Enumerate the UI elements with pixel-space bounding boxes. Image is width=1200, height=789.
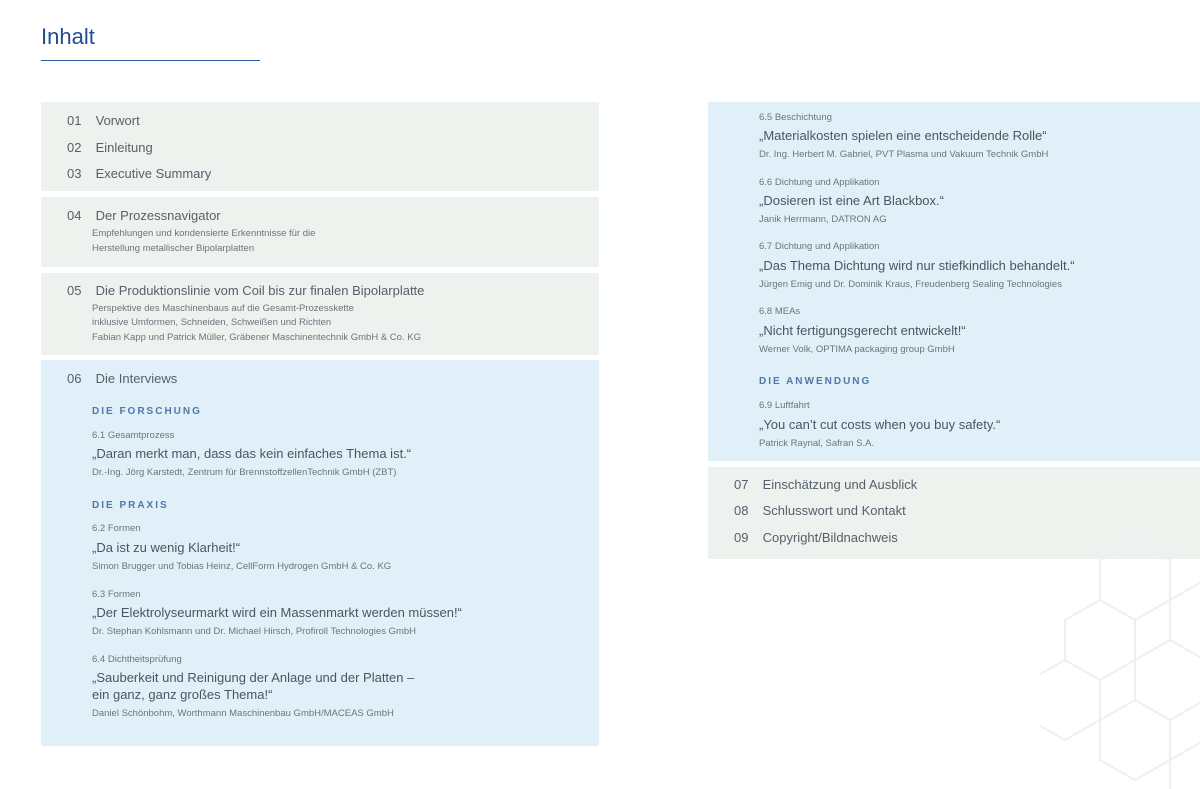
chapter-description: Fabian Kapp und Patrick Müller, Gräbener Maschinentechnik GmbH & Co. KG bbox=[92, 332, 421, 343]
interview-quote[interactable]: „Dosieren ist eine Art Blackbox.“ bbox=[759, 193, 944, 208]
toc-entry-01[interactable] bbox=[67, 113, 140, 128]
chapter-number: 08 bbox=[734, 503, 749, 518]
chapter-number: 07 bbox=[734, 477, 749, 492]
interview-quote[interactable]: „Das Thema Dichtung wird nur stiefkindlich behandelt.“ bbox=[759, 258, 1075, 273]
interview-quote[interactable]: „Daran merkt man, dass das kein einfaches Thema ist.“ bbox=[92, 446, 412, 461]
interview-category: 6.5 Beschichtung bbox=[759, 112, 832, 123]
interview-author: Werner Volk, OPTIMA packaging group GmbH bbox=[759, 344, 955, 355]
chapter-title: Die Produktionslinie vom Coil bis zur finalen Bipolarplatte bbox=[95, 283, 425, 298]
toc-entry-09[interactable] bbox=[734, 530, 898, 545]
toc-entry-05[interactable] bbox=[67, 283, 424, 298]
chapter-number: 03 bbox=[67, 166, 82, 181]
page-title: Inhalt bbox=[41, 24, 95, 49]
chapter-description: inklusive Umformen, Schneiden, Schweißen und Richten bbox=[92, 317, 332, 328]
interview-author: Dr.-Ing. Jörg Karstedt, Zentrum für BrennstoffzellenTechnik GmbH (ZBT) bbox=[92, 467, 397, 478]
interview-author: Dr. Ing. Herbert M. Gabriel, PVT Plasma und Vakuum Technik GmbH bbox=[759, 149, 1049, 160]
interview-quote[interactable]: „Der Elektrolyseurmarkt wird ein Massenmarkt werden müssen!“ bbox=[92, 605, 462, 620]
chapter-number: 06 bbox=[67, 371, 82, 386]
title-divider bbox=[41, 60, 260, 61]
chapter-title: Einleitung bbox=[95, 140, 153, 155]
interview-quote[interactable]: „Da ist zu wenig Klarheit!“ bbox=[92, 540, 241, 555]
chapter-number: 04 bbox=[67, 208, 82, 223]
interview-author: Simon Brugger und Tobias Heinz, CellForm Hydrogen GmbH & Co. KG bbox=[92, 561, 392, 572]
chapter-description: Empfehlungen und kondensierte Erkenntnisse für die bbox=[92, 228, 316, 239]
section-heading-anwendung: DIE ANWENDUNG bbox=[759, 376, 872, 387]
interview-category: 6.9 Luftfahrt bbox=[759, 400, 810, 411]
interview-category: 6.8 MEAs bbox=[759, 306, 801, 317]
chapter-title: Der Prozessnavigator bbox=[95, 208, 221, 223]
interview-author: Patrick Raynal, Safran S.A. bbox=[759, 438, 875, 449]
chapter-title: Die Interviews bbox=[95, 371, 178, 386]
interview-category: 6.7 Dichtung und Applikation bbox=[759, 241, 880, 252]
toc-entry-07[interactable] bbox=[734, 477, 917, 492]
chapter-number: 09 bbox=[734, 530, 749, 545]
toc-entry-03[interactable] bbox=[67, 166, 211, 181]
chapter-title: Einschätzung und Ausblick bbox=[762, 477, 918, 492]
toc-entry-02[interactable] bbox=[67, 140, 153, 155]
section-heading-forschung: DIE FORSCHUNG bbox=[92, 406, 202, 417]
interview-quote[interactable]: ein ganz, ganz großes Thema!“ bbox=[92, 687, 273, 702]
toc-entry-06[interactable] bbox=[67, 371, 177, 386]
interview-category: 6.6 Dichtung und Applikation bbox=[759, 177, 880, 188]
interview-category: 6.2 Formen bbox=[92, 523, 141, 534]
interview-quote[interactable]: „Nicht fertigungsgerecht entwickelt!“ bbox=[759, 323, 966, 338]
interview-category: 6.4 Dichtheitsprüfung bbox=[92, 654, 182, 665]
chapter-number: 05 bbox=[67, 283, 82, 298]
section-heading-praxis: DIE PRAXIS bbox=[92, 500, 169, 511]
interview-author: Jürgen Emig und Dr. Dominik Kraus, Freudenberg Sealing Technologies bbox=[759, 279, 1062, 290]
chapter-title: Copyright/Bildnachweis bbox=[762, 530, 898, 545]
toc-entry-04[interactable] bbox=[67, 208, 221, 223]
interview-quote[interactable]: „Sauberkeit und Reinigung der Anlage und der Platten – bbox=[92, 670, 415, 685]
interview-quote[interactable]: „Materialkosten spielen eine entscheidende Rolle“ bbox=[759, 128, 1047, 143]
chapter-title: Schlusswort und Kontakt bbox=[762, 503, 906, 518]
chapter-description: Perspektive des Maschinenbaus auf die Gesamt-Prozesskette bbox=[92, 303, 354, 314]
chapter-number: 01 bbox=[67, 113, 82, 128]
chapter-title: Executive Summary bbox=[95, 166, 212, 181]
interview-author: Dr. Stephan Kohlsmann und Dr. Michael Hirsch, Profiroll Technologies GmbH bbox=[92, 626, 417, 637]
chapter-number: 02 bbox=[67, 140, 82, 155]
interview-quote[interactable]: „You can’t cut costs when you buy safety.“ bbox=[759, 417, 1001, 432]
interview-category: 6.3 Formen bbox=[92, 589, 141, 600]
toc-entry-08[interactable] bbox=[734, 503, 906, 518]
chapter-title: Vorwort bbox=[95, 113, 140, 128]
hexagon-pattern-decoration bbox=[1040, 540, 1200, 789]
interview-category: 6.1 Gesamtprozess bbox=[92, 430, 175, 441]
interview-author: Janik Herrmann, DATRON AG bbox=[759, 214, 887, 225]
interview-author: Daniel Schönbohm, Worthmann Maschinenbau GmbH/MACEAS GmbH bbox=[92, 708, 394, 719]
chapter-description: Herstellung metallischer Bipolarplatten bbox=[92, 243, 255, 254]
